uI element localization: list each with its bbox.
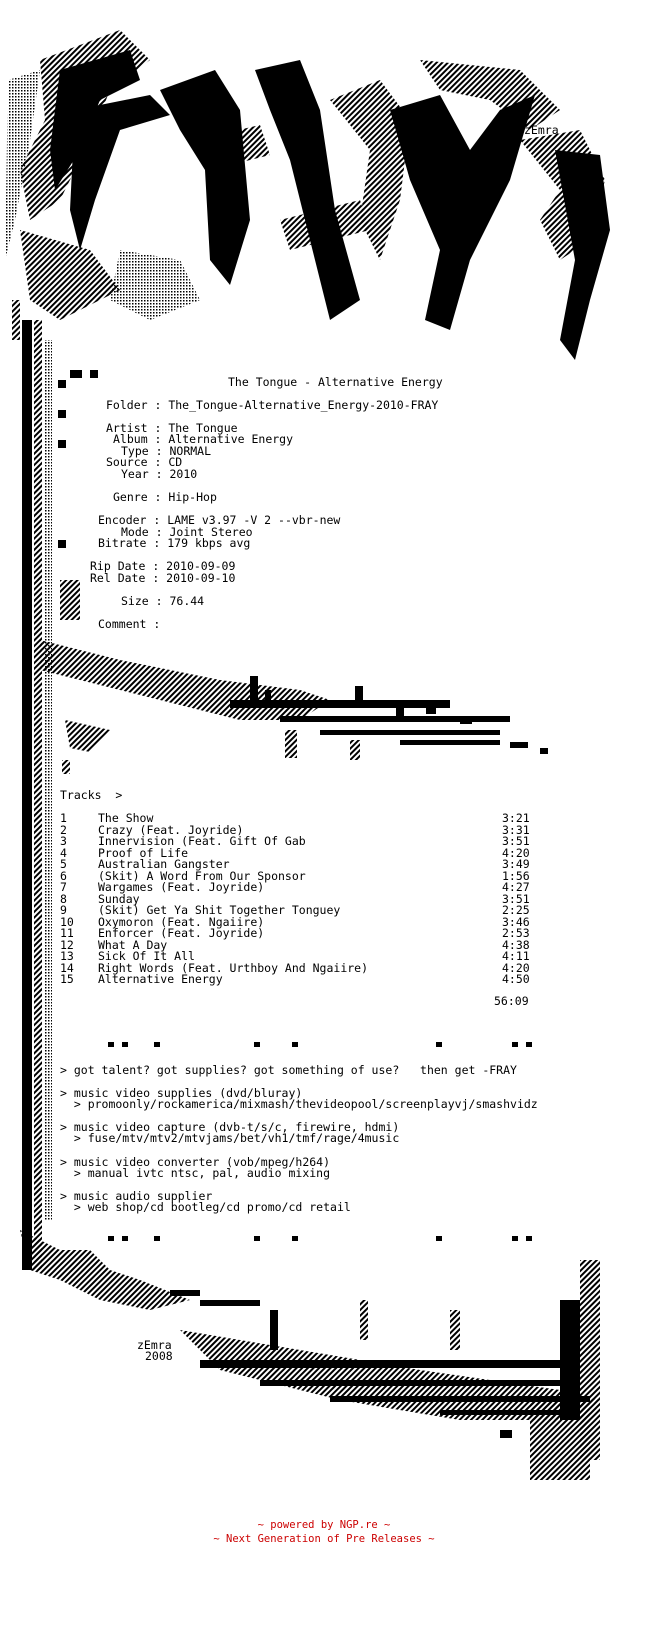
footer-tagline: ~ Next Generation of Pre Releases ~ (213, 1533, 435, 1545)
track-title: Australian Gangster (98, 857, 230, 871)
track-duration: 4:11 (502, 949, 530, 963)
track-title: Oxymoron (Feat. Ngaiire) (98, 914, 265, 929)
info-type: Type : NORMAL (121, 444, 212, 458)
track-number: 7 (60, 880, 67, 894)
ad-line: > manual ivtc ntsc, pal, audio mixing (60, 1166, 331, 1180)
track-number: 4 (60, 845, 67, 860)
signature-name: zEmra (137, 1338, 172, 1352)
tagline: > got talent? got supplies? got something of use? then get -FRAY (60, 1063, 517, 1077)
ad-line: > music video supplies (dvd/bluray) (60, 1086, 303, 1100)
info-comment: Comment : (98, 617, 168, 631)
track-title: (Skit) Get Ya Shit Together Tonguey (98, 903, 341, 917)
ad-line: > promoonly/rockamerica/mixmash/thevideopool/screenplayvj/smashvidz (60, 1097, 538, 1111)
track-duration: 4:20 (502, 845, 530, 860)
track-title: Alternative Energy (98, 972, 223, 986)
release-title: The Tongue - Alternative Energy (228, 375, 443, 389)
track-duration: 4:27 (502, 880, 530, 894)
artist-credit: zEmra (524, 123, 559, 137)
track-number: 2 (60, 822, 67, 837)
footer-powered-by: ~ powered by NGP.re ~ (257, 1519, 391, 1531)
ad-line: > music video capture (dvb-t/s/c, firewire, hdmi) (60, 1120, 400, 1134)
info-source: Source : CD (106, 455, 183, 469)
track-duration: 3:46 (502, 914, 530, 929)
track-duration: 4:38 (502, 937, 530, 952)
info-year: Year : 2010 (121, 467, 198, 481)
track-title: Innervision (Feat. Gift Of Gab (98, 834, 306, 848)
track-duration: 3:49 (502, 857, 530, 871)
info-mode: Mode : Joint Stereo (121, 525, 253, 539)
track-title: What A Day (98, 937, 168, 952)
track-duration: 4:20 (502, 960, 530, 975)
signature-year: 2008 (145, 1349, 173, 1363)
track-number: 13 (60, 949, 74, 963)
track-duration: 3:21 (502, 811, 530, 825)
info-rel-date: Rel Date : 2010-09-10 (90, 571, 236, 585)
ad-line: > music audio supplier (60, 1189, 213, 1203)
track-number: 8 (60, 891, 67, 906)
dot-separator-2 (108, 1236, 532, 1241)
track-title: Enforcer (Feat. Joyride) (98, 926, 265, 940)
total-time: 56:09 (494, 994, 529, 1008)
track-title: Crazy (Feat. Joyride) (98, 822, 244, 837)
track-title: Proof of Life (98, 845, 189, 860)
fray-logo (5, 30, 610, 360)
info-artist: Artist : The Tongue (106, 421, 238, 435)
track-number: 9 (60, 903, 67, 917)
track-number: 1 (60, 811, 67, 825)
info-rip-date: Rip Date : 2010-09-09 (90, 559, 236, 573)
track-number: 3 (60, 834, 67, 848)
info-encoder: Encoder : LAME v3.97 -V 2 --vbr-new (98, 513, 341, 527)
divider-art-bottom (20, 1230, 600, 1480)
track-duration: 3:51 (502, 834, 530, 848)
track-title: Wargames (Feat. Joyride) (98, 880, 265, 894)
ad-line: > web shop/cd bootleg/cd promo/cd retail (60, 1200, 351, 1214)
track-number: 11 (60, 926, 74, 940)
ad-line: > fuse/mtv/mtv2/mtvjams/bet/vh1/tmf/rage/4music (60, 1131, 400, 1145)
info-size: Size : 76.44 (121, 594, 205, 608)
track-duration: 3:51 (502, 891, 530, 906)
track-number: 5 (60, 857, 67, 871)
track-number: 12 (60, 937, 74, 952)
info-genre: Genre : Hip-Hop (113, 490, 217, 504)
track-duration: 3:31 (502, 822, 530, 837)
info-folder-label: Folder : The_Tongue-Alternative_Energy-2010-FRAY (106, 398, 439, 412)
dot-separator-1 (108, 1042, 532, 1047)
track-number: 15 (60, 972, 74, 986)
track-number: 14 (60, 960, 74, 975)
info-album: Album : Alternative Energy (113, 432, 294, 446)
track-duration: 2:53 (502, 926, 530, 940)
track-title: Right Words (Feat. Urthboy And Ngaiire) (98, 960, 369, 975)
track-duration: 2:25 (502, 903, 530, 917)
tracks-header: Tracks > (60, 788, 123, 802)
track-title: Sunday (98, 891, 140, 906)
info-bitrate: Bitrate : 179 kbps avg (98, 536, 251, 550)
track-duration: 1:56 (502, 868, 530, 883)
track-duration: 4:50 (502, 972, 530, 986)
track-title: The Show (98, 811, 154, 825)
track-title: (Skit) A Word From Our Sponsor (98, 868, 306, 883)
track-number: 10 (60, 914, 74, 929)
track-number: 6 (60, 868, 67, 883)
track-title: Sick Of It All (98, 949, 195, 963)
divider-art-top (40, 640, 548, 760)
ad-line: > music video converter (vob/mpeg/h264) (60, 1155, 331, 1169)
